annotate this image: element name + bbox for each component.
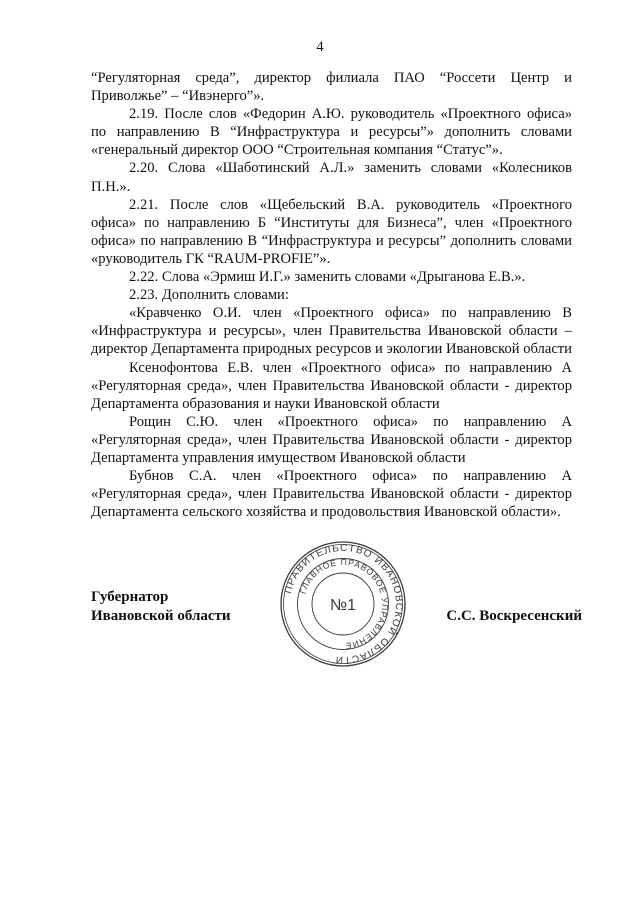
seal-outer-text: ПРАВИТЕЛЬСТВО ИВАНОВСКОЙ ОБЛАСТИ (283, 542, 405, 666)
official-seal-stamp (279, 540, 407, 668)
signatory-title-line2: Ивановской области (91, 608, 231, 624)
seal-center-number: №1 (329, 597, 357, 614)
signatory-title-line1: Губернатор (91, 589, 169, 605)
seal-inner-text: ГЛАВНОЕ ПРАВОВОЕ УПРАВЛЕНИЕ (297, 556, 391, 652)
paragraph-item-2-21: 2.21. После слов «Щебельский В.А. руководитель «Проектного офиса» по направлению Б “Институты для Бизнеса”, член «Проектного офиса» по направлению В “Инфраструктура и ресурсы” дополнить словами «руководитель ГК “RAUM-PROFIE”». (91, 196, 572, 267)
paragraph-member-bubnov: Бубнов С.А. член «Проектного офиса» по направлению А «Регуляторная среда», член Правительства Ивановской области - директор Департамента сельского хозяйства и продовольствия Ивановской области». (91, 468, 572, 521)
paragraph-member-ksenofontova: Ксенофонтова Е.В. член «Проектного офиса» по направлению А «Регуляторная среда», член Правительства Ивановской области - директор Департамента образования и науки Ивановской области (91, 359, 572, 412)
paragraph-item-2-20: 2.20. Слова «Шаботинский А.Л.» заменить словами «Колесников П.Н.». (91, 160, 572, 195)
signatory-title (91, 588, 231, 626)
signatory-name: С.С. Воскресенский (446, 608, 582, 624)
paragraph-member-kravchenko: «Кравченко О.И. член «Проектного офиса» по направлению В «Инфраструктура и ресурсы», член Правительства Ивановской области – директор Департамента природных ресурсов и экологии Ивановской области (91, 305, 572, 358)
paragraph-member-roshchin: Рощин С.Ю. член «Проектного офиса» по направлению А «Регуляторная среда», член Правительства Ивановской области - директор Департамента управления имуществом Ивановской области (91, 413, 572, 466)
document-body (91, 69, 572, 521)
paragraph-continuation: “Регуляторная среда”, директор филиала ПАО “Россети Центр и Приволжье” – “Ивэнерго”». (91, 70, 572, 105)
paragraph-item-2-22: 2.22. Слова «Эрмиш И.Г.» заменить словами «Дрыганова Е.В.». (129, 269, 526, 286)
paragraph-item-2-19: 2.19. После слов «Федорин А.Ю. руководитель «Проектного офиса» по направлению В “Инфраструктура и ресурсы”» дополнить словами «генеральный директор ООО “Строительная компания “Статус”». (91, 106, 572, 159)
paragraph-item-2-23: 2.23. Дополнить словами: (129, 287, 289, 304)
page-number: 4 (316, 39, 324, 55)
